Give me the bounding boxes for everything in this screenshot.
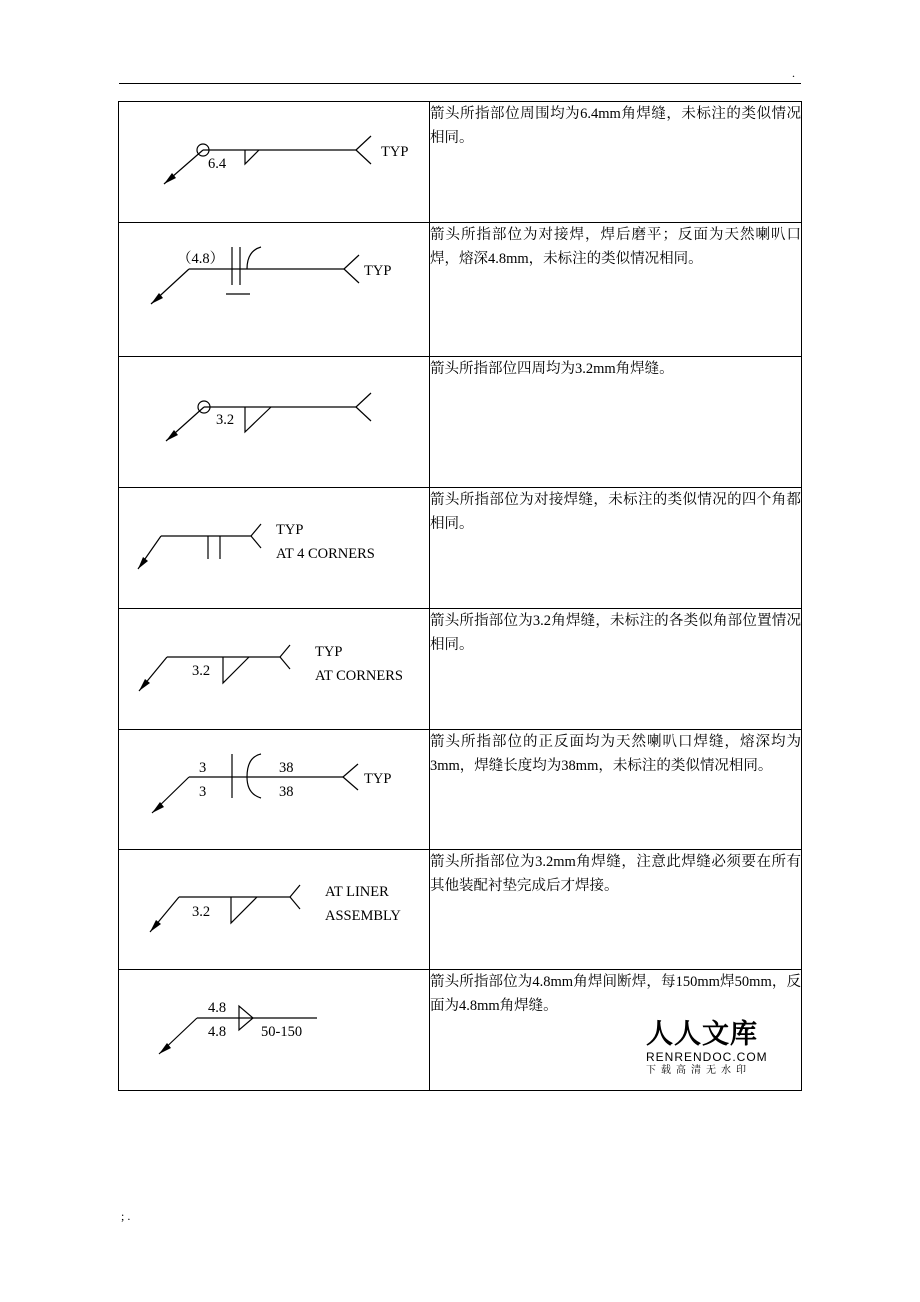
symbol-cell: [119, 730, 430, 850]
weld-size-label: 6.4: [208, 156, 227, 172]
description-cell: 箭头所指部位为4.8mm角焊间断焊，每150mm焊50mm，反面为4.8mm角焊缝。: [430, 970, 802, 1091]
weld-depth-label: （4.8）: [177, 251, 225, 267]
weld-symbol-fillet: [119, 609, 429, 729]
tail-note-line-1: TYP: [276, 522, 304, 538]
arrowhead-icon: [139, 679, 150, 691]
weld-symbol-double-flare: [119, 730, 429, 849]
pitch-label: 50-150: [261, 1024, 303, 1040]
tail-note-line-2: AT CORNERS: [315, 668, 403, 684]
arrowhead-icon: [138, 557, 148, 569]
weld-size-label: 3.2: [192, 663, 211, 679]
description-cell: 箭头所指部位的正反面均为天然喇叭口焊缝，熔深均为3mm，焊缝长度均为38mm，未标注的类似情况相同。: [430, 730, 802, 850]
symbol-cell: [119, 488, 430, 609]
table-row: [119, 223, 802, 357]
table-row: [119, 730, 802, 850]
other-side-size: 3: [199, 784, 207, 800]
description-cell: 箭头所指部位周围均为6.4mm角焊缝，未标注的类似情况相同。: [430, 102, 802, 223]
symbol-cell: [119, 609, 430, 730]
description-cell: 箭头所指部位四周均为3.2mm角焊缝。: [430, 357, 802, 488]
other-side-size: 4.8: [208, 1024, 227, 1040]
weld-symbol-intermittent-fillet: [119, 970, 429, 1090]
watermark-title: 人人文库: [646, 1019, 758, 1050]
description-cell: 箭头所指部位为3.2角焊缝，未标注的各类似角部位置情况相同。: [430, 609, 802, 730]
weld-size-label: 3.2: [216, 412, 235, 428]
description-cell: 箭头所指部位为3.2mm角焊缝，注意此焊缝必须要在所有其他装配衬垫完成后才焊接。: [430, 850, 802, 970]
watermark-logo: [646, 1020, 776, 1078]
table-row: [119, 357, 802, 488]
arrow-side-size: 4.8: [208, 1000, 227, 1016]
symbol-cell: [119, 850, 430, 970]
tail-note: TYP: [381, 144, 409, 160]
header-rule: [119, 83, 801, 84]
weld-size-label: 3.2: [192, 904, 211, 920]
weld-symbol-all-around-fillet: [119, 357, 429, 487]
watermark-domain: RENRENDOC.COM: [646, 1050, 768, 1064]
table-row: [119, 850, 802, 970]
tail-note: TYP: [364, 263, 392, 279]
symbol-cell: [119, 357, 430, 488]
footer-mark: ; .: [121, 1209, 131, 1223]
watermark-subtitle: 下载高清无水印: [646, 1065, 751, 1076]
weld-symbol-all-around-fillet: [119, 102, 429, 222]
arrow-side-size: 3: [199, 760, 207, 776]
arrow-side-length: 38: [279, 760, 294, 776]
weld-symbol-fillet: [119, 850, 429, 969]
description-cell: 箭头所指部位为对接焊缝，未标注的类似情况的四个角都相同。: [430, 488, 802, 609]
tail-note-line-2: ASSEMBLY: [325, 908, 401, 924]
symbol-cell: [119, 970, 430, 1091]
table-row: [119, 102, 802, 223]
symbol-cell: [119, 223, 430, 357]
header-mark: .: [792, 66, 795, 80]
tail-note-line-1: TYP: [315, 644, 343, 660]
arrowhead-icon: [150, 920, 161, 932]
tail-note-line-2: AT 4 CORNERS: [276, 546, 375, 562]
other-side-length: 38: [279, 784, 294, 800]
tail-note-line-1: AT LINER: [325, 884, 389, 900]
weld-symbol-table: [118, 101, 802, 1091]
weld-symbol-square-butt: [119, 488, 429, 608]
symbol-cell: [119, 102, 430, 223]
weld-symbol-butt-flare: [119, 223, 429, 356]
table-row: [119, 609, 802, 730]
tail-note: TYP: [364, 771, 392, 787]
table-row: [119, 488, 802, 609]
description-cell: 箭头所指部位为对接焊，焊后磨平；反面为天然喇叭口焊，熔深4.8mm，未标注的类似情况相同。: [430, 223, 802, 357]
